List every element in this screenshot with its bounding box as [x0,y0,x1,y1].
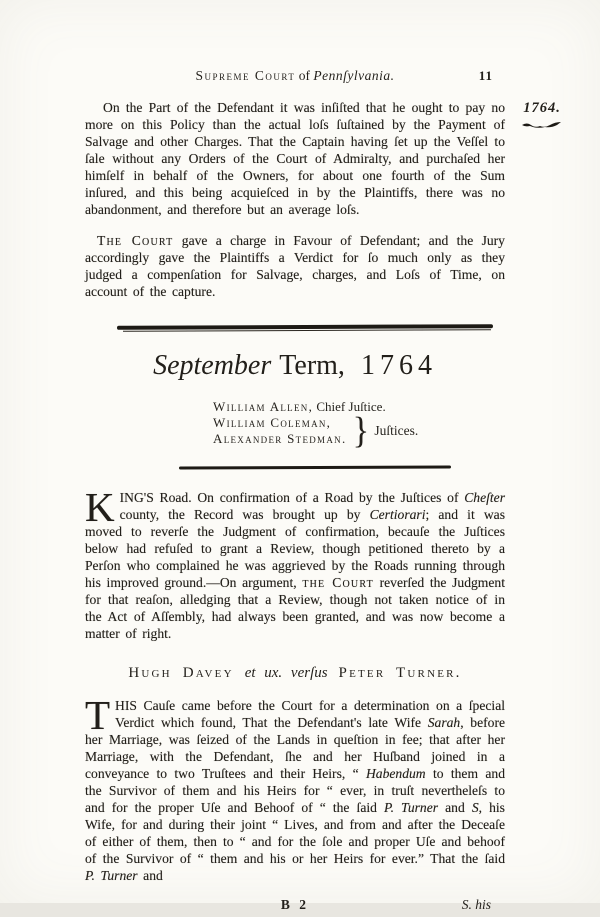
page-number: 11 [478,68,493,83]
text-segment: ING'S Road. On confirmation of a Road by the Juſtices of [119,489,465,505]
chief-justice-name: William Allen, [213,398,314,414]
text-segment: gave a charge in Favour of Defendant; and the Jury accordingly gave the Plaintiffs a Verdict for ſo much only as they judged a compenſation for Salvage, charges, and Loſs of Time, on account of the capture. [85,232,505,299]
subsection-divider-rule [179,465,451,469]
running-head-of: of [298,68,310,83]
running-head [85,68,505,88]
text-segment: and [137,867,163,883]
drop-cap-k: K [85,483,115,530]
text-segment: The Court [97,232,174,248]
text-segment: et ux. verſus [244,664,328,681]
term-word: Term, [279,349,345,381]
signature-mark: B 2 [280,897,310,913]
running-head-place: Pennſylvania. [313,68,395,83]
text-segment: county, the Record was brought up by [119,506,370,522]
text-segment: P. Turner [85,867,138,883]
margin-year: 1764. [523,100,561,116]
paragraph-kings-road [85,483,505,642]
text-segment: Certiorari [369,506,426,522]
text-segment: , his Wife, for and during their joint “ Lives, and from and after the Deceaſe of either of them, then to “ and for the ſole and proper Uſe and behoof of the Survivor of “ them and his or her Heirs for ever.” That the ſaid [85,799,505,866]
page-footer [85,897,505,917]
chief-justice-title: Chief Juſtice. [313,398,386,414]
text-segment: Peter Turner. [327,664,462,681]
margin-year-note [514,100,570,130]
text-segment: S [471,799,479,815]
brace-glyph: } [352,409,370,451]
text-column [85,68,505,917]
text-segment: ; and it was moved to reverſe the Judgment of confirmation, becauſe the Juſtices below had refuſed to grant a Review, though petitioned thereto by a Perſon who complained he was aggrieved by the Roads running through his improved ground.—On argument, [85,506,505,590]
text-segment: Cheſter [464,489,505,505]
justices-group-label: Juſtices. [374,422,419,438]
text-segment: Habendum [365,765,426,781]
text-segment: HIS Cauſe came before the Court for a determination on a ſpecial Verdict which found, That the Defendant's late Wife [115,697,505,730]
term-year: 1764 [360,349,437,381]
text-segment: , before her Marriage, was ſeized of the Lands in queſtion in fee; that after her Marriage, with the Defendant, ſhe and her Huſband joined in a conveyance to two Truſtees and their Heirs, “ [85,714,505,781]
section-divider-rule [117,324,493,330]
justice-coleman: William Coleman, [213,414,332,430]
associate-justices-row [213,409,505,451]
text-segment: Sarah [427,714,461,730]
catchword: S. his [461,897,491,913]
kings-road-text [85,483,505,641]
justices-block [213,398,505,451]
text-segment: to them and the Survivor of them and his Heirs for “ ever, in truſt nevertheleſs to and for the proper Uſe and Behoof of “ the ſaid [85,765,505,815]
justice-stedman: Alexander Stedman. [213,430,347,446]
text-segment: Hugh Davey [128,664,245,681]
davey-turner-text [85,691,505,883]
term-heading [85,350,505,382]
flourish-squiggle-icon [521,118,563,130]
text-segment: P. Turner [384,799,439,815]
drop-cap-t: T [85,691,111,738]
text-segment: and [438,799,472,815]
paragraph-defendant-argument: On the Part of the Defendant it was inſiſted that he ought to pay no more on this Policy than the actual loſs ſuſtained by the Payment of Salvage and other Charges. That the Captain having ſet up the Veſſel to ſale without any Orders of the Court of Admiralty, and purchaſed her himſelf in behalf of the Owners, for about one fourth of the Sum inſured, and this being acquieſced in by the Plaintiffs, there was no abandonment, and therefore but an average loſs. [85,100,505,217]
text-segment: the Court [302,574,374,590]
term-month: September [153,349,272,381]
text-segment: reverſed the Judgment for that reaſon, alledging that a Review, though not taken notice of in the Act of Aſſembly, had always been granted, and was now become a matter of right. [85,574,505,641]
associate-justice-names [213,415,347,447]
case-title-heading [85,665,505,682]
running-head-court: Supreme Court [195,68,296,83]
paragraph-court-charge [85,232,505,300]
paragraph-davey-turner [85,691,505,884]
